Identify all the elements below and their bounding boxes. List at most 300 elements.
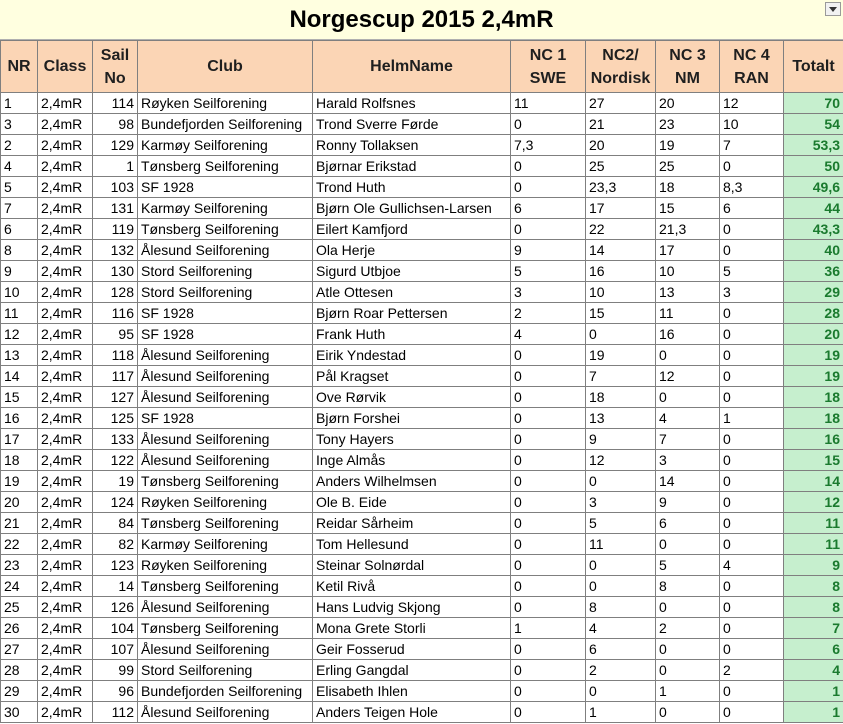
cell-nc4[interactable]: 0	[720, 492, 784, 513]
cell-nc4[interactable]: 0	[720, 618, 784, 639]
cell-helm-name[interactable]: Reidar Sårheim	[313, 513, 511, 534]
cell-nc4[interactable]: 0	[720, 681, 784, 702]
cell-nr[interactable]: 11	[1, 303, 38, 324]
cell-class[interactable]: 2,4mR	[38, 282, 93, 303]
cell-club[interactable]: Ålesund Seilforening	[138, 240, 313, 261]
cell-helm-name[interactable]: Elisabeth Ihlen	[313, 681, 511, 702]
cell-class[interactable]: 2,4mR	[38, 135, 93, 156]
cell-nc3[interactable]: 9	[656, 492, 720, 513]
cell-club[interactable]: Stord Seilforening	[138, 261, 313, 282]
cell-total[interactable]: 18	[784, 408, 843, 429]
cell-nc1[interactable]: 9	[511, 240, 586, 261]
cell-class[interactable]: 2,4mR	[38, 261, 93, 282]
col-header-nc3[interactable]: NC 3 NM	[656, 41, 720, 93]
cell-nc2[interactable]: 2	[586, 660, 656, 681]
cell-total[interactable]: 54	[784, 114, 843, 135]
cell-nr[interactable]: 27	[1, 639, 38, 660]
cell-nc2[interactable]: 17	[586, 198, 656, 219]
cell-nr[interactable]: 16	[1, 408, 38, 429]
cell-nc4[interactable]: 3	[720, 282, 784, 303]
cell-nc4[interactable]: 1	[720, 408, 784, 429]
cell-helm-name[interactable]: Bjørn Ole Gullichsen-Larsen	[313, 198, 511, 219]
cell-nc1[interactable]: 0	[511, 534, 586, 555]
cell-nc1[interactable]: 6	[511, 198, 586, 219]
cell-nr[interactable]: 6	[1, 219, 38, 240]
cell-nr[interactable]: 10	[1, 282, 38, 303]
cell-class[interactable]: 2,4mR	[38, 303, 93, 324]
cell-total[interactable]: 19	[784, 345, 843, 366]
cell-nc4[interactable]: 0	[720, 597, 784, 618]
cell-total[interactable]: 20	[784, 324, 843, 345]
cell-nc4[interactable]: 0	[720, 303, 784, 324]
cell-nc3[interactable]: 19	[656, 135, 720, 156]
cell-sail-no[interactable]: 95	[93, 324, 138, 345]
col-header-club[interactable]: Club	[138, 41, 313, 93]
cell-club[interactable]: Røyken Seilforening	[138, 492, 313, 513]
cell-club[interactable]: Karmøy Seilforening	[138, 198, 313, 219]
cell-helm-name[interactable]: Sigurd Utbjoe	[313, 261, 511, 282]
cell-nc2[interactable]: 22	[586, 219, 656, 240]
cell-nc3[interactable]: 6	[656, 513, 720, 534]
cell-total[interactable]: 53,3	[784, 135, 843, 156]
cell-class[interactable]: 2,4mR	[38, 618, 93, 639]
cell-total[interactable]: 15	[784, 450, 843, 471]
cell-class[interactable]: 2,4mR	[38, 240, 93, 261]
cell-nr[interactable]: 1	[1, 93, 38, 114]
cell-total[interactable]: 4	[784, 660, 843, 681]
cell-helm-name[interactable]: Ola Herje	[313, 240, 511, 261]
cell-nc4[interactable]: 5	[720, 261, 784, 282]
cell-nc4[interactable]: 0	[720, 387, 784, 408]
cell-class[interactable]: 2,4mR	[38, 555, 93, 576]
cell-class[interactable]: 2,4mR	[38, 429, 93, 450]
cell-nc1[interactable]: 5	[511, 261, 586, 282]
cell-club[interactable]: Røyken Seilforening	[138, 93, 313, 114]
cell-total[interactable]: 49,6	[784, 177, 843, 198]
cell-nc1[interactable]: 0	[511, 702, 586, 723]
cell-helm-name[interactable]: Trond Huth	[313, 177, 511, 198]
cell-nc3[interactable]: 4	[656, 408, 720, 429]
cell-nc2[interactable]: 27	[586, 93, 656, 114]
cell-class[interactable]: 2,4mR	[38, 324, 93, 345]
cell-nc3[interactable]: 20	[656, 93, 720, 114]
cell-club[interactable]: Ålesund Seilforening	[138, 387, 313, 408]
cell-nc2[interactable]: 9	[586, 429, 656, 450]
cell-class[interactable]: 2,4mR	[38, 513, 93, 534]
cell-nr[interactable]: 8	[1, 240, 38, 261]
cell-class[interactable]: 2,4mR	[38, 576, 93, 597]
cell-club[interactable]: Ålesund Seilforening	[138, 429, 313, 450]
cell-nc1[interactable]: 11	[511, 93, 586, 114]
cell-nc1[interactable]: 0	[511, 597, 586, 618]
cell-nr[interactable]: 19	[1, 471, 38, 492]
cell-sail-no[interactable]: 112	[93, 702, 138, 723]
cell-total[interactable]: 16	[784, 429, 843, 450]
cell-sail-no[interactable]: 122	[93, 450, 138, 471]
cell-total[interactable]: 8	[784, 576, 843, 597]
cell-class[interactable]: 2,4mR	[38, 492, 93, 513]
cell-nc2[interactable]: 20	[586, 135, 656, 156]
cell-helm-name[interactable]: Eirik Yndestad	[313, 345, 511, 366]
cell-nc3[interactable]: 13	[656, 282, 720, 303]
chevron-down-icon[interactable]	[825, 2, 841, 16]
cell-sail-no[interactable]: 128	[93, 282, 138, 303]
cell-nc1[interactable]: 7,3	[511, 135, 586, 156]
cell-club[interactable]: Ålesund Seilforening	[138, 639, 313, 660]
cell-sail-no[interactable]: 14	[93, 576, 138, 597]
cell-nc3[interactable]: 2	[656, 618, 720, 639]
cell-nc4[interactable]: 12	[720, 93, 784, 114]
cell-nc1[interactable]: 0	[511, 660, 586, 681]
cell-nc4[interactable]: 10	[720, 114, 784, 135]
cell-nc2[interactable]: 25	[586, 156, 656, 177]
cell-nc3[interactable]: 14	[656, 471, 720, 492]
cell-class[interactable]: 2,4mR	[38, 534, 93, 555]
cell-nr[interactable]: 3	[1, 114, 38, 135]
cell-class[interactable]: 2,4mR	[38, 681, 93, 702]
cell-nc4[interactable]: 0	[720, 450, 784, 471]
cell-sail-no[interactable]: 107	[93, 639, 138, 660]
cell-sail-no[interactable]: 124	[93, 492, 138, 513]
cell-nr[interactable]: 28	[1, 660, 38, 681]
cell-club[interactable]: Tønsberg Seilforening	[138, 471, 313, 492]
cell-class[interactable]: 2,4mR	[38, 660, 93, 681]
cell-club[interactable]: Tønsberg Seilforening	[138, 618, 313, 639]
cell-nc2[interactable]: 11	[586, 534, 656, 555]
cell-nc4[interactable]: 0	[720, 534, 784, 555]
cell-nc3[interactable]: 0	[656, 660, 720, 681]
cell-sail-no[interactable]: 132	[93, 240, 138, 261]
cell-club[interactable]: Tønsberg Seilforening	[138, 156, 313, 177]
cell-nc1[interactable]: 2	[511, 303, 586, 324]
cell-helm-name[interactable]: Tony Hayers	[313, 429, 511, 450]
cell-nr[interactable]: 13	[1, 345, 38, 366]
cell-nc4[interactable]: 8,3	[720, 177, 784, 198]
cell-total[interactable]: 1	[784, 702, 843, 723]
cell-club[interactable]: Ålesund Seilforening	[138, 366, 313, 387]
cell-helm-name[interactable]: Erling Gangdal	[313, 660, 511, 681]
cell-sail-no[interactable]: 103	[93, 177, 138, 198]
cell-nr[interactable]: 20	[1, 492, 38, 513]
cell-nc3[interactable]: 10	[656, 261, 720, 282]
cell-nr[interactable]: 26	[1, 618, 38, 639]
cell-club[interactable]: SF 1928	[138, 408, 313, 429]
cell-sail-no[interactable]: 125	[93, 408, 138, 429]
cell-nr[interactable]: 9	[1, 261, 38, 282]
cell-nr[interactable]: 22	[1, 534, 38, 555]
cell-class[interactable]: 2,4mR	[38, 93, 93, 114]
cell-nc2[interactable]: 15	[586, 303, 656, 324]
cell-nc2[interactable]: 7	[586, 366, 656, 387]
cell-class[interactable]: 2,4mR	[38, 408, 93, 429]
cell-club[interactable]: SF 1928	[138, 324, 313, 345]
cell-sail-no[interactable]: 127	[93, 387, 138, 408]
cell-nc4[interactable]: 0	[720, 471, 784, 492]
cell-sail-no[interactable]: 119	[93, 219, 138, 240]
cell-nc1[interactable]: 0	[511, 576, 586, 597]
cell-sail-no[interactable]: 84	[93, 513, 138, 534]
cell-nc3[interactable]: 12	[656, 366, 720, 387]
cell-nc1[interactable]: 0	[511, 345, 586, 366]
cell-class[interactable]: 2,4mR	[38, 345, 93, 366]
cell-helm-name[interactable]: Tom Hellesund	[313, 534, 511, 555]
cell-nc1[interactable]: 0	[511, 177, 586, 198]
cell-total[interactable]: 7	[784, 618, 843, 639]
cell-helm-name[interactable]: Ronny Tollaksen	[313, 135, 511, 156]
cell-nr[interactable]: 15	[1, 387, 38, 408]
cell-nc2[interactable]: 0	[586, 324, 656, 345]
cell-nr[interactable]: 14	[1, 366, 38, 387]
cell-sail-no[interactable]: 1	[93, 156, 138, 177]
cell-nc3[interactable]: 0	[656, 534, 720, 555]
cell-nr[interactable]: 30	[1, 702, 38, 723]
cell-nc3[interactable]: 0	[656, 387, 720, 408]
cell-nc2[interactable]: 3	[586, 492, 656, 513]
cell-nc1[interactable]: 3	[511, 282, 586, 303]
cell-class[interactable]: 2,4mR	[38, 156, 93, 177]
cell-nc2[interactable]: 16	[586, 261, 656, 282]
cell-class[interactable]: 2,4mR	[38, 177, 93, 198]
cell-club[interactable]: Tønsberg Seilforening	[138, 513, 313, 534]
cell-total[interactable]: 9	[784, 555, 843, 576]
cell-total[interactable]: 70	[784, 93, 843, 114]
cell-sail-no[interactable]: 118	[93, 345, 138, 366]
cell-total[interactable]: 11	[784, 534, 843, 555]
cell-total[interactable]: 50	[784, 156, 843, 177]
cell-helm-name[interactable]: Steinar Solnørdal	[313, 555, 511, 576]
cell-nc1[interactable]: 1	[511, 618, 586, 639]
cell-nc1[interactable]: 0	[511, 639, 586, 660]
cell-total[interactable]: 1	[784, 681, 843, 702]
cell-helm-name[interactable]: Hans Ludvig Skjong	[313, 597, 511, 618]
cell-total[interactable]: 14	[784, 471, 843, 492]
cell-club[interactable]: Ålesund Seilforening	[138, 450, 313, 471]
cell-nc3[interactable]: 1	[656, 681, 720, 702]
cell-class[interactable]: 2,4mR	[38, 471, 93, 492]
cell-sail-no[interactable]: 133	[93, 429, 138, 450]
cell-helm-name[interactable]: Mona Grete Storli	[313, 618, 511, 639]
cell-nc1[interactable]: 0	[511, 429, 586, 450]
col-header-nc4[interactable]: NC 4 RAN	[720, 41, 784, 93]
cell-nc2[interactable]: 4	[586, 618, 656, 639]
cell-club[interactable]: Karmøy Seilforening	[138, 135, 313, 156]
cell-nr[interactable]: 7	[1, 198, 38, 219]
cell-club[interactable]: Røyken Seilforening	[138, 555, 313, 576]
cell-nc3[interactable]: 7	[656, 429, 720, 450]
cell-nr[interactable]: 29	[1, 681, 38, 702]
cell-sail-no[interactable]: 126	[93, 597, 138, 618]
cell-nc4[interactable]: 0	[720, 702, 784, 723]
cell-nc3[interactable]: 16	[656, 324, 720, 345]
cell-class[interactable]: 2,4mR	[38, 114, 93, 135]
cell-sail-no[interactable]: 96	[93, 681, 138, 702]
cell-class[interactable]: 2,4mR	[38, 702, 93, 723]
cell-club[interactable]: Tønsberg Seilforening	[138, 219, 313, 240]
cell-helm-name[interactable]: Anders Teigen Hole	[313, 702, 511, 723]
col-header-class[interactable]: Class	[38, 41, 93, 93]
cell-helm-name[interactable]: Inge Almås	[313, 450, 511, 471]
cell-helm-name[interactable]: Ketil Rivå	[313, 576, 511, 597]
cell-nc1[interactable]: 0	[511, 219, 586, 240]
cell-total[interactable]: 40	[784, 240, 843, 261]
cell-nc1[interactable]: 0	[511, 450, 586, 471]
cell-helm-name[interactable]: Harald Rolfsnes	[313, 93, 511, 114]
cell-nr[interactable]: 23	[1, 555, 38, 576]
col-header-nc2[interactable]: NC2/ Nordisk	[586, 41, 656, 93]
cell-total[interactable]: 44	[784, 198, 843, 219]
cell-sail-no[interactable]: 117	[93, 366, 138, 387]
cell-nc1[interactable]: 0	[511, 408, 586, 429]
cell-nc3[interactable]: 3	[656, 450, 720, 471]
cell-nr[interactable]: 24	[1, 576, 38, 597]
cell-total[interactable]: 29	[784, 282, 843, 303]
cell-nc4[interactable]: 0	[720, 513, 784, 534]
cell-nc4[interactable]: 6	[720, 198, 784, 219]
cell-nr[interactable]: 4	[1, 156, 38, 177]
cell-helm-name[interactable]: Ove Rørvik	[313, 387, 511, 408]
cell-nc3[interactable]: 0	[656, 639, 720, 660]
cell-nc4[interactable]: 0	[720, 240, 784, 261]
cell-nr[interactable]: 18	[1, 450, 38, 471]
cell-nc1[interactable]: 0	[511, 156, 586, 177]
cell-total[interactable]: 36	[784, 261, 843, 282]
cell-club[interactable]: SF 1928	[138, 177, 313, 198]
cell-club[interactable]: Bundefjorden Seilforening	[138, 114, 313, 135]
cell-nc1[interactable]: 0	[511, 513, 586, 534]
cell-nc1[interactable]: 0	[511, 555, 586, 576]
cell-nr[interactable]: 17	[1, 429, 38, 450]
cell-club[interactable]: Ålesund Seilforening	[138, 702, 313, 723]
cell-nc2[interactable]: 8	[586, 597, 656, 618]
cell-helm-name[interactable]: Geir Fosserud	[313, 639, 511, 660]
cell-class[interactable]: 2,4mR	[38, 198, 93, 219]
cell-helm-name[interactable]: Frank Huth	[313, 324, 511, 345]
cell-helm-name[interactable]: Ole B. Eide	[313, 492, 511, 513]
cell-club[interactable]: Ålesund Seilforening	[138, 345, 313, 366]
cell-club[interactable]: Tønsberg Seilforening	[138, 576, 313, 597]
cell-helm-name[interactable]: Atle Ottesen	[313, 282, 511, 303]
cell-nc4[interactable]: 4	[720, 555, 784, 576]
cell-helm-name[interactable]: Anders Wilhelmsen	[313, 471, 511, 492]
cell-total[interactable]: 28	[784, 303, 843, 324]
cell-class[interactable]: 2,4mR	[38, 366, 93, 387]
col-header-total[interactable]: Totalt	[784, 41, 843, 93]
cell-nc4[interactable]: 0	[720, 366, 784, 387]
cell-helm-name[interactable]: Bjørnar Erikstad	[313, 156, 511, 177]
cell-nc2[interactable]: 18	[586, 387, 656, 408]
cell-helm-name[interactable]: Pål Kragset	[313, 366, 511, 387]
cell-class[interactable]: 2,4mR	[38, 450, 93, 471]
cell-nc2[interactable]: 0	[586, 576, 656, 597]
cell-nc4[interactable]: 0	[720, 639, 784, 660]
cell-nc4[interactable]: 0	[720, 345, 784, 366]
cell-nc3[interactable]: 11	[656, 303, 720, 324]
cell-nc4[interactable]: 0	[720, 324, 784, 345]
cell-nc2[interactable]: 1	[586, 702, 656, 723]
cell-club[interactable]: Karmøy Seilforening	[138, 534, 313, 555]
cell-nc1[interactable]: 0	[511, 681, 586, 702]
cell-nr[interactable]: 21	[1, 513, 38, 534]
cell-total[interactable]: 12	[784, 492, 843, 513]
col-header-helm-name[interactable]: HelmName	[313, 41, 511, 93]
cell-nc2[interactable]: 0	[586, 555, 656, 576]
cell-nc4[interactable]: 0	[720, 429, 784, 450]
col-header-nr[interactable]: NR	[1, 41, 38, 93]
cell-helm-name[interactable]: Eilert Kamfjord	[313, 219, 511, 240]
cell-nc1[interactable]: 0	[511, 387, 586, 408]
cell-nc2[interactable]: 12	[586, 450, 656, 471]
cell-nc3[interactable]: 0	[656, 345, 720, 366]
cell-nc3[interactable]: 0	[656, 597, 720, 618]
cell-nc3[interactable]: 25	[656, 156, 720, 177]
cell-nc3[interactable]: 18	[656, 177, 720, 198]
col-header-nc1[interactable]: NC 1 SWE	[511, 41, 586, 93]
cell-total[interactable]: 8	[784, 597, 843, 618]
cell-nc1[interactable]: 4	[511, 324, 586, 345]
cell-nc4[interactable]: 2	[720, 660, 784, 681]
cell-club[interactable]: Ålesund Seilforening	[138, 597, 313, 618]
cell-club[interactable]: SF 1928	[138, 303, 313, 324]
col-header-sail-no[interactable]: Sail No	[93, 41, 138, 93]
cell-class[interactable]: 2,4mR	[38, 597, 93, 618]
cell-sail-no[interactable]: 104	[93, 618, 138, 639]
cell-nc3[interactable]: 21,3	[656, 219, 720, 240]
cell-sail-no[interactable]: 130	[93, 261, 138, 282]
cell-nc3[interactable]: 17	[656, 240, 720, 261]
cell-total[interactable]: 11	[784, 513, 843, 534]
cell-nc2[interactable]: 10	[586, 282, 656, 303]
cell-club[interactable]: Stord Seilforening	[138, 282, 313, 303]
cell-club[interactable]: Stord Seilforening	[138, 660, 313, 681]
cell-total[interactable]: 18	[784, 387, 843, 408]
cell-nc1[interactable]: 0	[511, 471, 586, 492]
cell-class[interactable]: 2,4mR	[38, 639, 93, 660]
cell-nc4[interactable]: 7	[720, 135, 784, 156]
cell-total[interactable]: 19	[784, 366, 843, 387]
cell-sail-no[interactable]: 116	[93, 303, 138, 324]
cell-nr[interactable]: 12	[1, 324, 38, 345]
cell-class[interactable]: 2,4mR	[38, 219, 93, 240]
cell-nr[interactable]: 2	[1, 135, 38, 156]
cell-nc1[interactable]: 0	[511, 492, 586, 513]
cell-sail-no[interactable]: 123	[93, 555, 138, 576]
cell-helm-name[interactable]: Trond Sverre Førde	[313, 114, 511, 135]
cell-nc2[interactable]: 21	[586, 114, 656, 135]
cell-sail-no[interactable]: 131	[93, 198, 138, 219]
cell-nc3[interactable]: 8	[656, 576, 720, 597]
cell-nc3[interactable]: 23	[656, 114, 720, 135]
cell-sail-no[interactable]: 129	[93, 135, 138, 156]
cell-nc2[interactable]: 6	[586, 639, 656, 660]
cell-nc3[interactable]: 0	[656, 702, 720, 723]
cell-nc2[interactable]: 5	[586, 513, 656, 534]
cell-nc1[interactable]: 0	[511, 114, 586, 135]
cell-nc2[interactable]: 0	[586, 681, 656, 702]
cell-sail-no[interactable]: 98	[93, 114, 138, 135]
cell-nc4[interactable]: 0	[720, 156, 784, 177]
cell-nc3[interactable]: 15	[656, 198, 720, 219]
cell-nc2[interactable]: 23,3	[586, 177, 656, 198]
cell-total[interactable]: 43,3	[784, 219, 843, 240]
cell-nc2[interactable]: 13	[586, 408, 656, 429]
cell-nr[interactable]: 25	[1, 597, 38, 618]
cell-sail-no[interactable]: 82	[93, 534, 138, 555]
cell-sail-no[interactable]: 19	[93, 471, 138, 492]
cell-nc2[interactable]: 0	[586, 471, 656, 492]
cell-club[interactable]: Bundefjorden Seilforening	[138, 681, 313, 702]
cell-nc4[interactable]: 0	[720, 219, 784, 240]
cell-helm-name[interactable]: Bjørn Roar Pettersen	[313, 303, 511, 324]
